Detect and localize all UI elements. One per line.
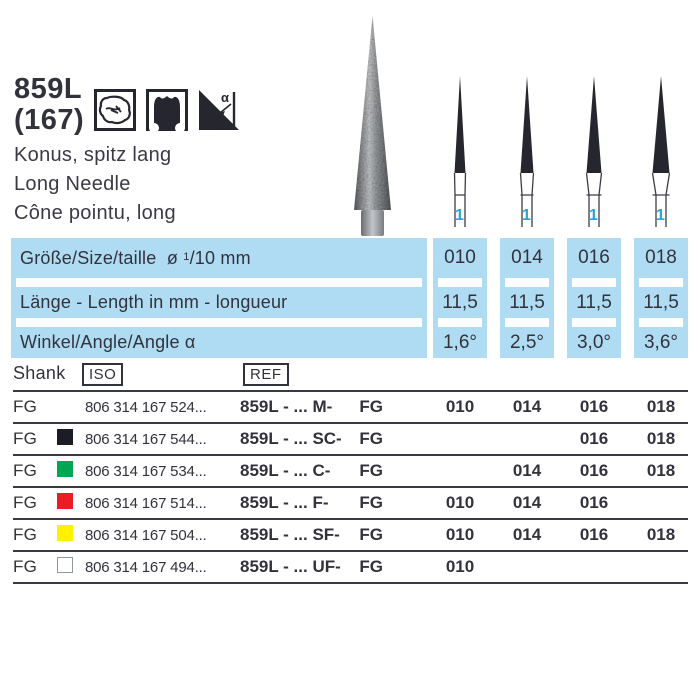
spec-label-size xyxy=(11,238,427,278)
order-row-sc xyxy=(13,424,688,456)
size-cell: 010 xyxy=(445,493,475,512)
order-table-header xyxy=(13,360,688,390)
iso-number: 806 314 167 544... xyxy=(85,430,207,448)
figure-010 xyxy=(433,71,487,237)
size-value: 018 xyxy=(645,247,677,268)
available-sizes xyxy=(433,493,688,513)
angle-alpha-icon xyxy=(198,89,240,131)
size-cell xyxy=(433,461,487,481)
figure-number: 1 xyxy=(589,207,598,224)
size-cell: 010 xyxy=(445,397,475,416)
available-sizes xyxy=(433,557,688,577)
length-value: 11,5 xyxy=(643,291,679,313)
grit-square-cell xyxy=(55,397,85,418)
size-cell xyxy=(634,557,688,577)
figure-018 xyxy=(634,71,688,237)
ref-text: 859L - ... F- xyxy=(240,493,329,512)
shank-cell: FG xyxy=(13,493,38,512)
ref-code xyxy=(240,525,385,545)
diamond-cone xyxy=(354,16,391,210)
length-value: 11,5 xyxy=(509,291,545,313)
ref-text: 859L - ... C- xyxy=(240,461,331,480)
alpha-label: α xyxy=(221,90,229,105)
grit-color-square xyxy=(57,429,73,445)
size-cell: 014 xyxy=(512,461,542,480)
iso-number: 806 314 167 504... xyxy=(85,526,207,544)
row-separator xyxy=(572,278,616,287)
size-cell xyxy=(500,429,554,449)
spec-column-014 xyxy=(500,238,554,358)
row-separator xyxy=(16,278,422,287)
grit-square-cell xyxy=(55,461,85,482)
shank-cell: FG xyxy=(13,557,38,576)
grit-color-square xyxy=(57,493,73,509)
size-cell xyxy=(500,557,554,577)
size-cell: 018 xyxy=(646,429,676,448)
ref-shank: FG xyxy=(359,429,383,448)
ref-shank: FG xyxy=(359,557,383,576)
spec-column-010 xyxy=(433,238,487,358)
figure-016 xyxy=(567,71,621,237)
ref-code xyxy=(240,493,385,513)
usage-icons xyxy=(94,89,240,131)
spec-label-angle: Winkel/Angle/Angle α xyxy=(20,332,196,352)
size-cell: 018 xyxy=(646,525,676,544)
spec-column-016 xyxy=(567,238,621,358)
row-separator xyxy=(16,318,422,327)
angle-value: 3,0° xyxy=(576,331,611,353)
size-cell: 016 xyxy=(579,493,609,512)
ref-text: 859L - ... SC- xyxy=(240,429,342,448)
ref-text: 859L - ... M- xyxy=(240,397,333,416)
grit-color-square xyxy=(57,461,73,477)
size-cell: 014 xyxy=(512,493,542,512)
size-cell: 016 xyxy=(579,461,609,480)
row-separator xyxy=(438,318,482,327)
shank-cell: FG xyxy=(13,461,38,480)
angle-value: 3,6° xyxy=(643,331,678,353)
ref-shank: FG xyxy=(359,397,383,416)
iso-number: 806 314 167 534... xyxy=(85,462,207,480)
size-cell: 014 xyxy=(512,525,542,544)
description-fr: Cône pointu, long xyxy=(14,202,176,224)
tooth-occlusal-icon xyxy=(94,89,136,131)
size-cell xyxy=(567,557,621,577)
iso-number: 806 314 167 514... xyxy=(85,494,207,512)
row-separator xyxy=(572,318,616,327)
order-row-c xyxy=(13,456,688,488)
shank-cell: FG xyxy=(13,525,38,544)
spec-label-length: Länge - Length in mm - longueur xyxy=(20,292,288,312)
angle-value: 1,6° xyxy=(442,331,477,353)
size-cell: 010 xyxy=(445,557,475,576)
length-value: 11,5 xyxy=(576,291,612,313)
grit-square-cell xyxy=(55,493,85,514)
iso-number: 806 314 167 494... xyxy=(85,558,207,576)
size-label-text: Größe/Size/taille xyxy=(20,247,157,268)
order-row-f xyxy=(13,488,688,520)
size-cell: 016 xyxy=(579,525,609,544)
order-row-uf xyxy=(13,552,688,584)
product-code xyxy=(14,74,84,136)
bur-shank-stub xyxy=(361,210,384,236)
figure-number: 1 xyxy=(656,207,665,224)
fraction-numerator: 1 xyxy=(183,251,190,263)
grit-color-square xyxy=(57,557,73,573)
ref-shank: FG xyxy=(359,493,383,512)
order-row-sf xyxy=(13,520,688,552)
figure-number: 1 xyxy=(522,207,531,224)
iso-number: 806 314 167 524... xyxy=(85,398,207,416)
available-sizes xyxy=(433,429,688,449)
shank-header: Shank xyxy=(13,363,66,383)
size-value: 016 xyxy=(578,247,610,268)
size-cell xyxy=(634,493,688,513)
size-figures xyxy=(433,71,688,237)
size-cell: 018 xyxy=(646,461,676,480)
figure-014 xyxy=(500,71,554,237)
grit-square-cell xyxy=(55,557,85,578)
description-de: Konus, spitz lang xyxy=(14,144,172,166)
grit-square-cell xyxy=(55,429,85,450)
product-code-line1: 859L xyxy=(14,73,83,105)
ref-shank: FG xyxy=(359,461,383,480)
shank-cell: FG xyxy=(13,397,38,416)
ref-code xyxy=(240,429,385,449)
spec-label-block xyxy=(11,238,427,358)
row-separator xyxy=(438,278,482,287)
size-cell: 016 xyxy=(579,429,609,448)
figure-number: 1 xyxy=(455,207,464,224)
size-value: 014 xyxy=(511,247,543,268)
iso-header: ISO xyxy=(82,363,123,386)
diameter-symbol: ø xyxy=(166,247,179,268)
available-sizes xyxy=(433,461,688,481)
angle-value: 2,5° xyxy=(509,331,544,353)
ref-code xyxy=(240,461,385,481)
spec-table xyxy=(11,238,688,358)
bur-photo xyxy=(345,12,401,238)
product-descriptions xyxy=(14,141,176,228)
grit-square-cell xyxy=(55,525,85,546)
length-value: 11,5 xyxy=(442,291,478,313)
order-row-m xyxy=(13,392,688,424)
ref-code xyxy=(240,397,385,417)
order-table xyxy=(13,360,688,584)
row-separator xyxy=(505,318,549,327)
size-cell: 010 xyxy=(445,525,475,544)
size-cell: 018 xyxy=(646,397,676,416)
shank-cell: FG xyxy=(13,429,38,448)
ref-shank: FG xyxy=(359,525,383,544)
ref-code xyxy=(240,557,385,577)
grit-color-square xyxy=(57,525,73,541)
ref-text: 859L - ... UF- xyxy=(240,557,341,576)
fraction-rest: /10 mm xyxy=(189,247,251,268)
ref-header: REF xyxy=(243,363,289,386)
row-separator xyxy=(639,278,683,287)
available-sizes xyxy=(433,525,688,545)
spec-column-018 xyxy=(634,238,688,358)
size-value: 010 xyxy=(444,247,476,268)
row-separator xyxy=(505,278,549,287)
available-sizes xyxy=(433,397,688,417)
description-en: Long Needle xyxy=(14,173,131,195)
size-cell: 014 xyxy=(512,397,542,416)
molar-crown-icon xyxy=(146,89,188,131)
size-cell xyxy=(433,429,487,449)
product-code-line2: (167) xyxy=(14,104,85,136)
row-separator xyxy=(639,318,683,327)
size-cell: 016 xyxy=(579,397,609,416)
ref-text: 859L - ... SF- xyxy=(240,525,340,544)
